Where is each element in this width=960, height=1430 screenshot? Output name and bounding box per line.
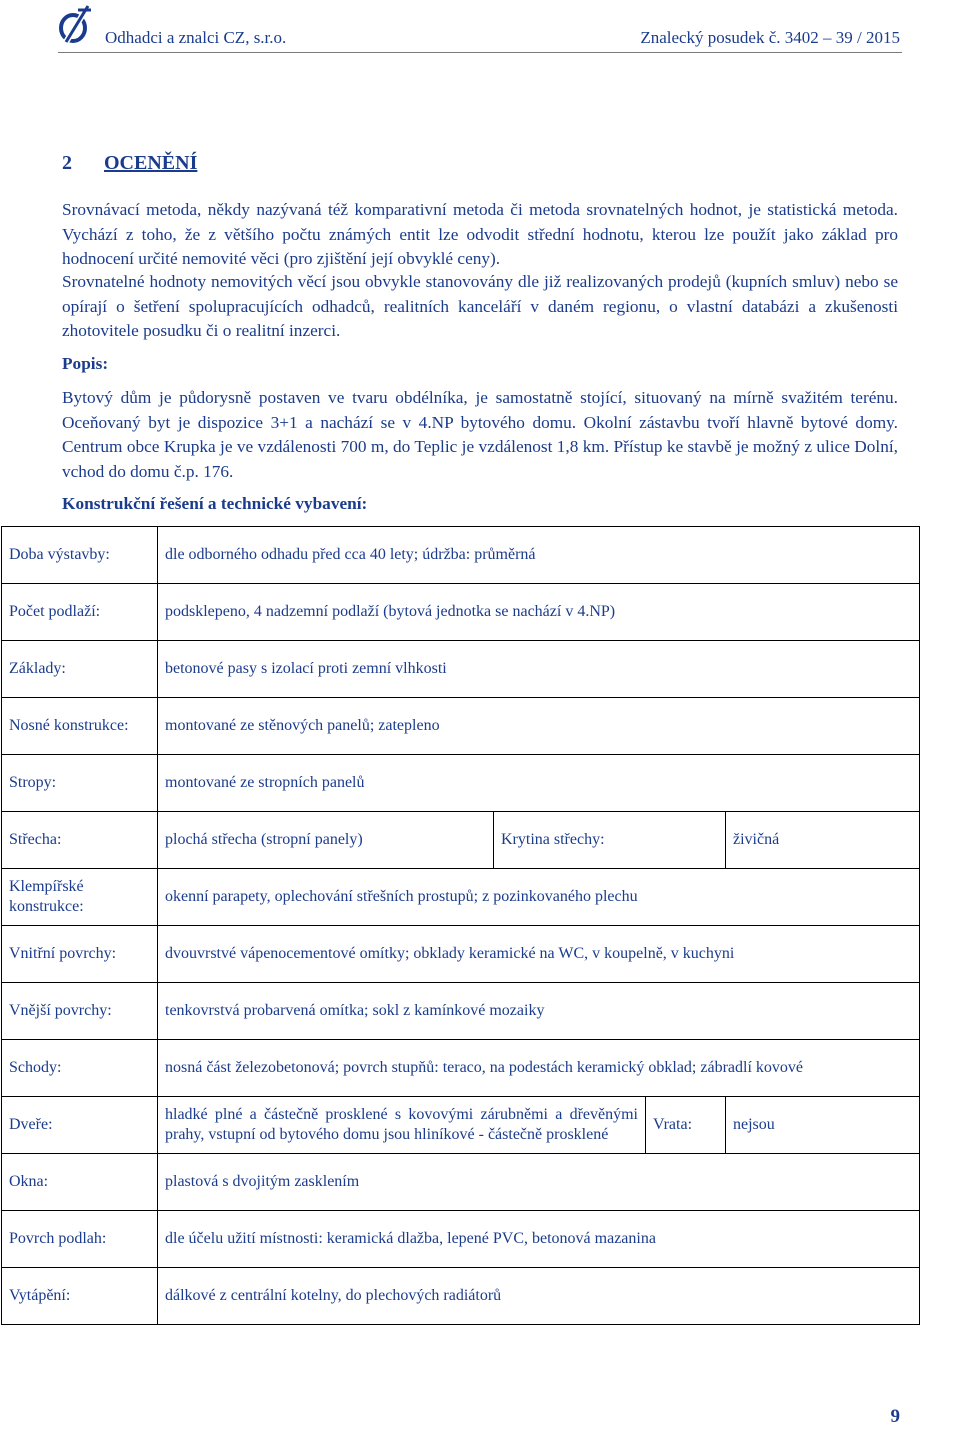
label-povrch-podlah: Povrch podlah: xyxy=(2,1211,158,1268)
value-klempirske-konstrukce: okenní parapety, oplechování střešních prostupů; z pozinkovaného plechu xyxy=(158,869,920,926)
header-divider xyxy=(58,52,902,53)
label-strecha: Střecha: xyxy=(2,812,158,869)
table-row xyxy=(2,1040,920,1097)
value-vnejsi-povrchy: tenkovrstvá probarvená omítka; sokl z kamínkové mozaiky xyxy=(158,983,920,1040)
value-vnitrni-povrchy: dvouvrstvé vápenocementové omítky; obklady keramické na WC, v koupelně, v kuchyni xyxy=(158,926,920,983)
intro-paragraph: Srovnávací metoda, někdy nazývaná též komparativní metoda či metoda srovnatelných hodnot, je statistická metoda. Vychází z toho, že z většího počtu známých entit lze odvodit střední hodnotu, kterou lze použít jako základ pro hodnocení určité nemovité věci (pro zjištění její obvyklé ceny). xyxy=(62,200,898,268)
label-okna: Okna: xyxy=(2,1154,158,1211)
table-row xyxy=(2,869,920,926)
value-strecha: plochá střecha (stropní panely) xyxy=(158,812,494,869)
value-vytapeni: dálkové z centrální kotelny, do plechových radiátorů xyxy=(158,1268,920,1325)
section-heading xyxy=(62,152,197,175)
label-doba-vystavby: Doba výstavby: xyxy=(2,527,158,584)
value-stropy: montované ze stropních panelů xyxy=(158,755,920,812)
construction-table xyxy=(1,526,920,1325)
label-klempirske-konstrukce: Klempířské konstrukce: xyxy=(2,869,158,926)
table-row xyxy=(2,983,920,1040)
table-row xyxy=(2,584,920,641)
label-vrata: Vrata: xyxy=(646,1097,726,1154)
table-row xyxy=(2,1097,920,1154)
table-row xyxy=(2,812,920,869)
table-row xyxy=(2,1154,920,1211)
table-row xyxy=(2,1268,920,1325)
value-pocet-podlazi: podsklepeno, 4 nadzemní podlaží (bytová jednotka se nachází v 4.NP) xyxy=(158,584,920,641)
table-row xyxy=(2,755,920,812)
value-nosne-konstrukce: montované ze stěnových panelů; zatepleno xyxy=(158,698,920,755)
label-pocet-podlazi: Počet podlaží: xyxy=(2,584,158,641)
value-krytina-strechy: živičná xyxy=(726,812,920,869)
oz-logo-icon xyxy=(58,4,94,44)
section-number: 2 xyxy=(62,152,72,174)
value-dvere: hladké plné a částečně prosklené s kovovými zárubněmi a dřevěnými prahy, vstupní od bytového domu jsou hliníkové - částečně prosklené xyxy=(158,1097,646,1154)
table-row xyxy=(2,926,920,983)
label-dvere: Dveře: xyxy=(2,1097,158,1154)
section-title: OCENĚNÍ xyxy=(104,152,198,174)
table-row xyxy=(2,698,920,755)
page-number: 9 xyxy=(890,1406,900,1427)
table-row xyxy=(2,641,920,698)
header-company: Odhadci a znalci CZ, s.r.o. xyxy=(105,28,287,47)
label-vnitrni-povrchy: Vnitřní povrchy: xyxy=(2,926,158,983)
construction-heading: Konstrukční řešení a technické vybavení: xyxy=(62,494,368,513)
value-zaklady: betonové pasy s izolací proti zemní vlhkosti xyxy=(158,641,920,698)
value-povrch-podlah: dle účelu užití místnosti: keramická dlažba, lepené PVC, betonová mazanina xyxy=(158,1211,920,1268)
label-zaklady: Základy: xyxy=(2,641,158,698)
header-report-number: Znalecký posudek č. 3402 – 39 / 2015 xyxy=(640,28,900,47)
label-schody: Schody: xyxy=(2,1040,158,1097)
label-nosne-konstrukce: Nosné konstrukce: xyxy=(2,698,158,755)
label-stropy: Stropy: xyxy=(2,755,158,812)
label-vnejsi-povrchy: Vnější povrchy: xyxy=(2,983,158,1040)
table-row xyxy=(2,527,920,584)
value-schody: nosná část železobetonová; povrch stupňů: teraco, na podestách keramický obklad; zábradlí kovové xyxy=(158,1040,920,1097)
comparables-paragraph: Srovnatelné hodnoty nemovitých věcí jsou obvykle stanovovány dle již realizovaných prodejů (kupních smluv) nebo se opírají o šetření spolupracujících odhadců, realitních kanceláří v daném regionu, o vlastní databázi a zkušenosti zhotovitele posudku či o realitní inzerci. xyxy=(62,272,898,340)
label-krytina-strechy: Krytina střechy: xyxy=(494,812,726,869)
label-vytapeni: Vytápění: xyxy=(2,1268,158,1325)
popis-heading: Popis: xyxy=(62,354,109,373)
value-okna: plastová s dvojitým zasklením xyxy=(158,1154,920,1211)
description-paragraph: Bytový dům je půdorysně postaven ve tvaru obdélníka, je samostatně stojící, situovaný na mírně svažitém terénu. Oceňovaný byt je dispozice 3+1 a nachází se v 4.NP bytového domu. Okolní zástavbu tvoří hlavně bytové domy. Centrum obce Krupka je ve vzdálenosti 700 m, do Teplic je vzdálenost 1,8 km. Přístup ke stavbě je možný z ulice Dolní, vchod do domu č.p. 176. xyxy=(62,388,898,481)
value-vrata: nejsou xyxy=(726,1097,920,1154)
table-row xyxy=(2,1211,920,1268)
value-doba-vystavby: dle odborného odhadu před cca 40 lety; údržba: průměrná xyxy=(158,527,920,584)
